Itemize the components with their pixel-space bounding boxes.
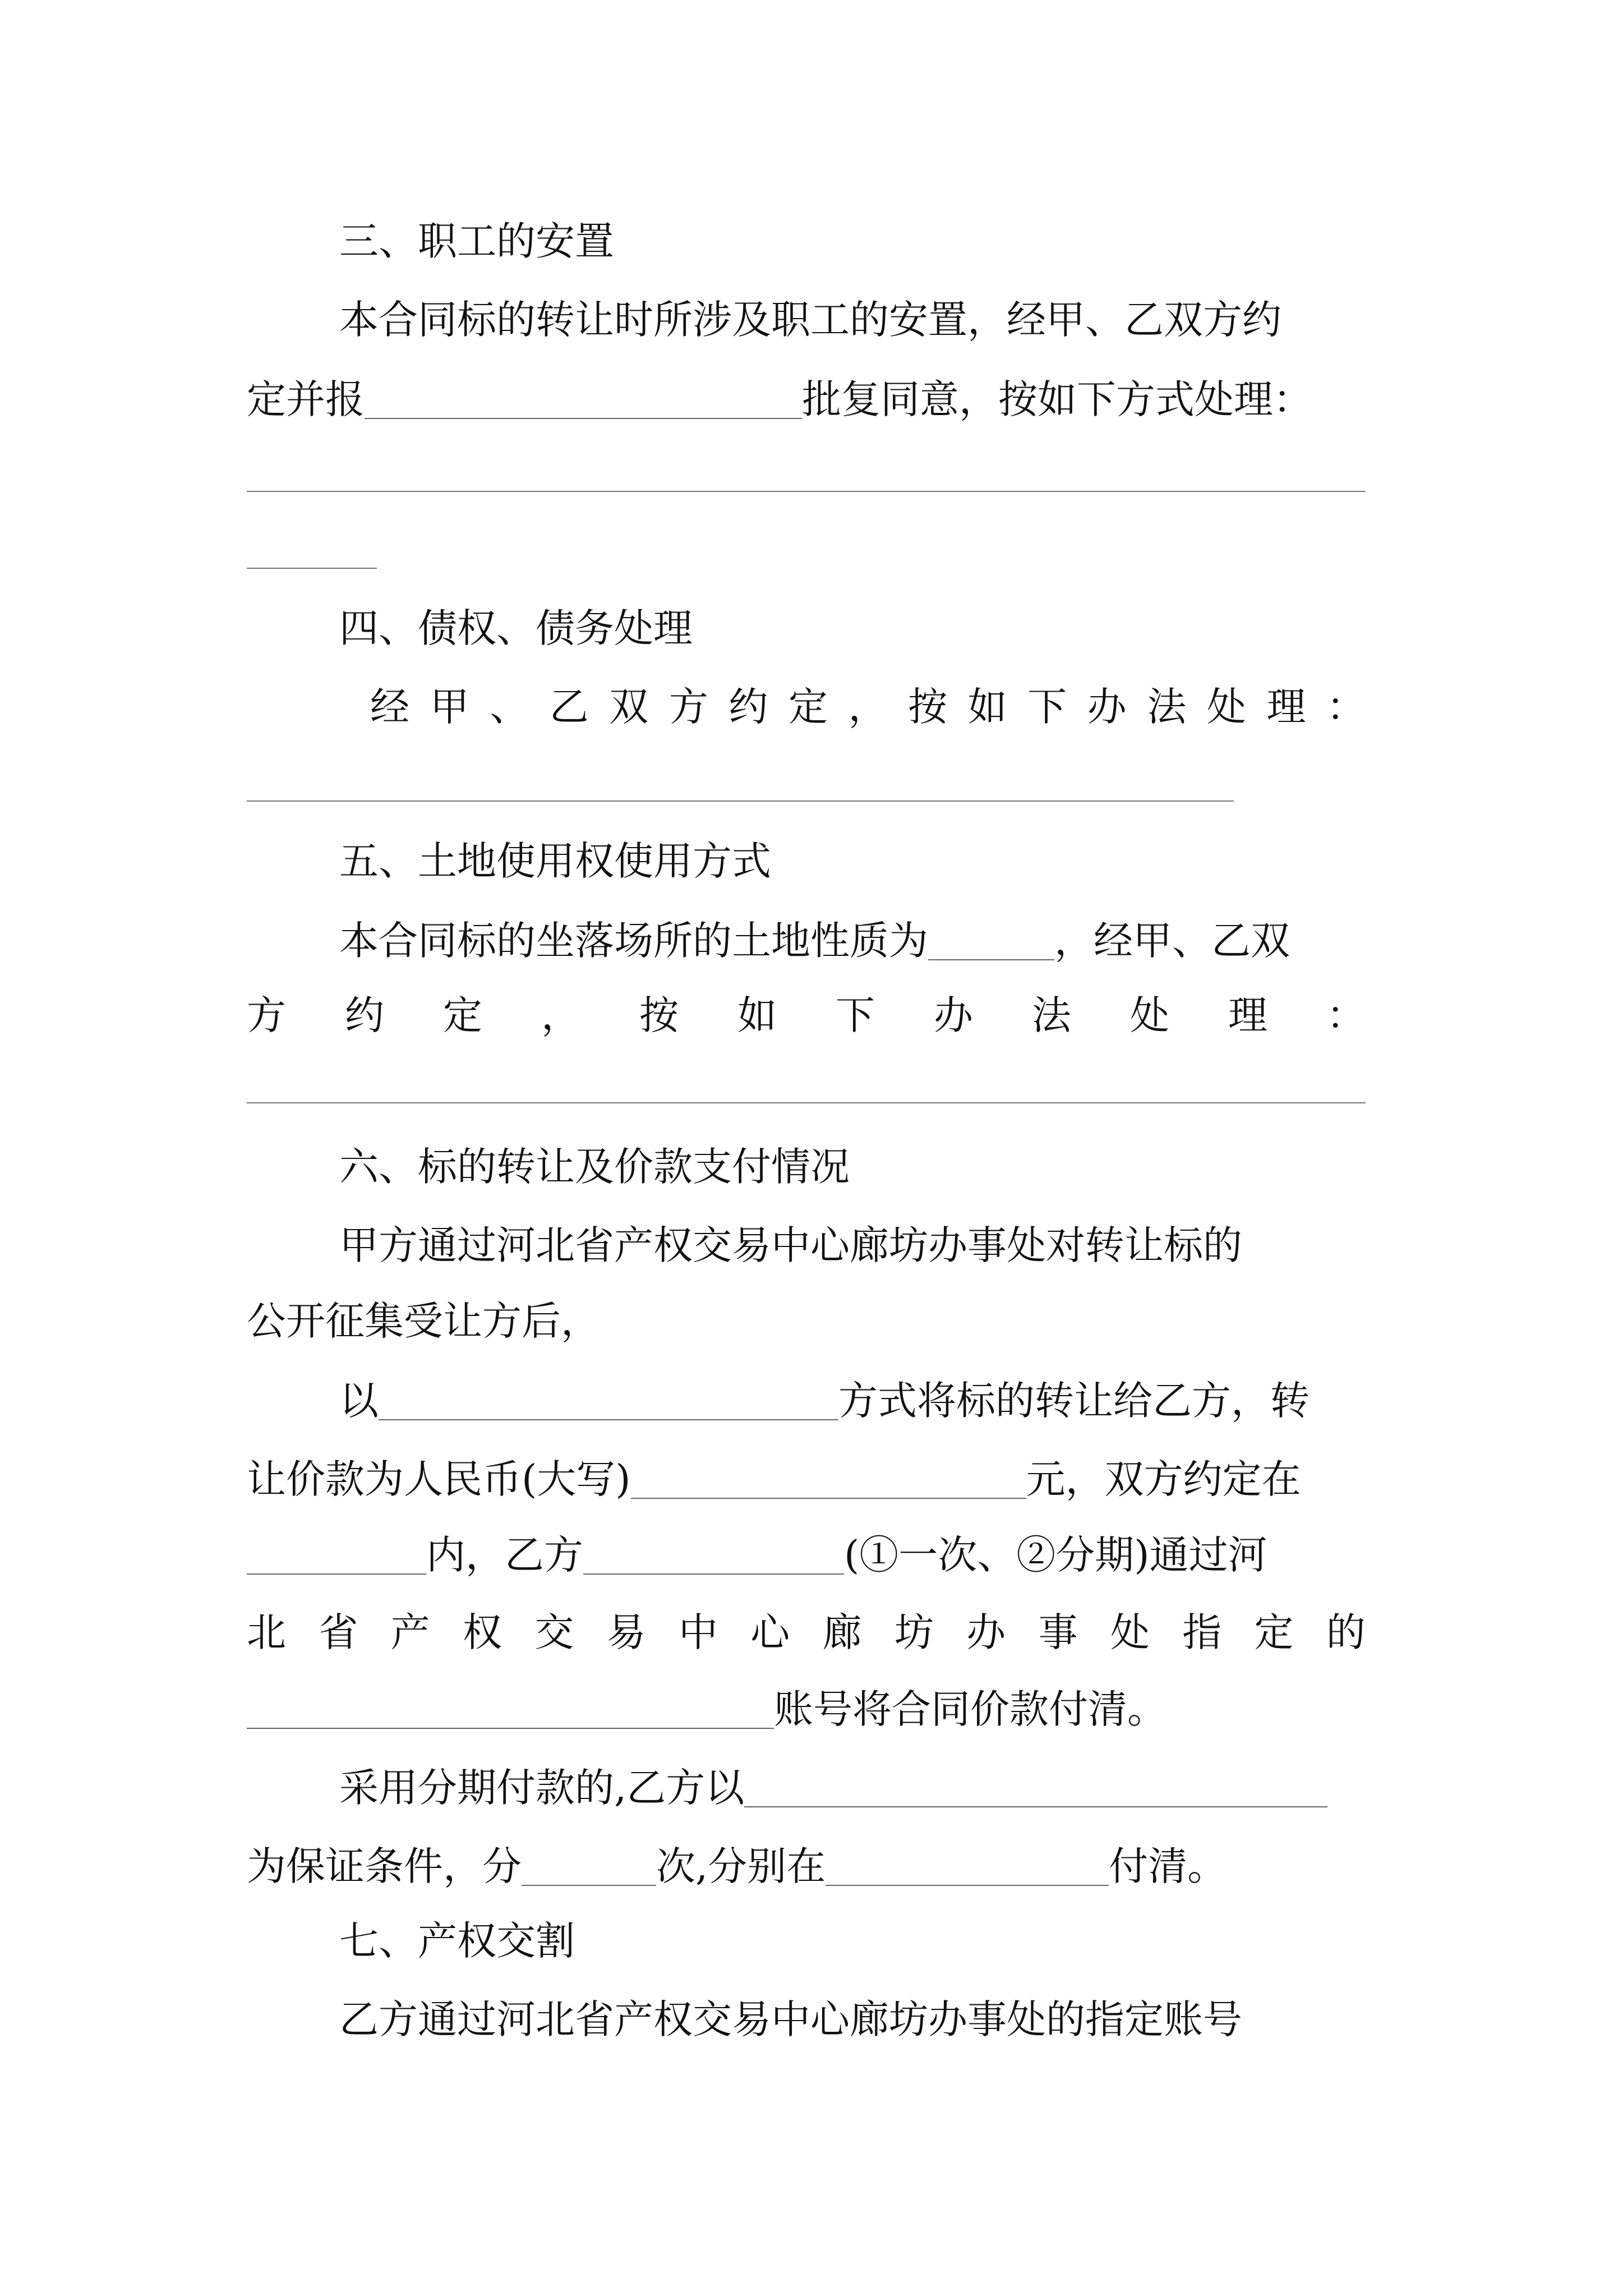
designated-account-blank[interactable] (247, 1688, 774, 1729)
debt-plan-blank-line[interactable] (247, 800, 1234, 802)
employee-plan-blank-line-1[interactable] (247, 491, 1366, 492)
section-6-para-2-line-4: 北 省 产 权 交 易 中 心 廊 坊 办 事 处 指 定 的 (247, 1609, 1366, 1655)
land-plan-blank-line[interactable] (247, 1102, 1366, 1103)
guarantee-condition-blank[interactable] (744, 1767, 1327, 1807)
section-6-para-1-line-2: 公开征集受让方后， (247, 1298, 600, 1344)
section-6-para-1-line-1: 甲方通过河北省产权交易中心廊坊办事处对转让标的 (339, 1222, 1242, 1268)
section-4-text-line-1: 经 甲 、 乙 双 方 约 定 ， 按 如 下 办 法 处 理 ： (370, 684, 1366, 730)
section-6-para-3-line-2: 为保证条件，分 次,分别在 付清。 (247, 1843, 1227, 1889)
section-3-text-line-1: 本合同标的转让时所涉及职工的安置，经甲、乙双方约 (339, 297, 1281, 343)
section-6-para-2-line-5: 账号将合同价款付清。 (247, 1688, 1166, 1729)
section-6-para-3-line-1: 采用分期付款的,乙方以 (339, 1767, 1327, 1807)
payment-period-blank[interactable] (247, 1534, 426, 1575)
installment-dates-blank[interactable] (826, 1846, 1109, 1886)
section-6-para-2-line-2: 让价款为人民币(大写) 元，双方约定在 (247, 1456, 1301, 1502)
employee-plan-blank-line-2[interactable] (247, 568, 377, 569)
approval-authority-blank[interactable] (365, 379, 802, 419)
section-3-heading: 三、职工的安置 (339, 218, 614, 264)
section-3-text-line-2: 定并报 批复同意，按如下方式处理： (247, 376, 1312, 422)
payment-mode-blank[interactable] (583, 1534, 844, 1575)
price-in-words-blank[interactable] (631, 1458, 1026, 1499)
section-7-heading: 七、产权交割 (339, 1918, 575, 1964)
section-5-text-line-2: 方 约 定 ， 按 如 下 办 法 处 理 ： (247, 992, 1366, 1038)
section-4-heading: 四、债权、债务处理 (339, 605, 693, 651)
section-5-heading: 五、土地使用权使用方式 (339, 838, 771, 884)
section-6-para-2-line-1: 以 方式将标的转让给乙方，转 (339, 1378, 1310, 1424)
section-6-para-2-line-3: 内，乙方 (①一次、②分期)通过河 (247, 1534, 1267, 1575)
land-nature-blank[interactable] (928, 920, 1054, 960)
section-6-heading: 六、标的转让及价款支付情况 (339, 1144, 850, 1190)
transfer-method-blank[interactable] (379, 1380, 838, 1420)
section-7-text-line-1: 乙方通过河北省产权交易中心廊坊办事处的指定账号 (339, 1996, 1242, 2042)
section-5-text-line-1: 本合同标的坐落场所的土地性质为 ，经甲、乙双 (339, 918, 1290, 964)
installment-count-blank[interactable] (522, 1846, 656, 1886)
